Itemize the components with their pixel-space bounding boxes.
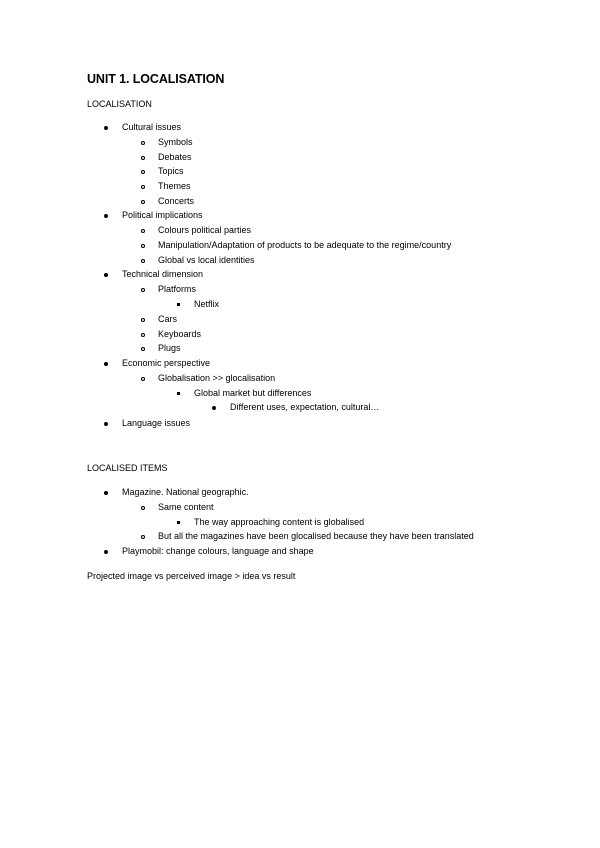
bullet-square (177, 303, 180, 306)
bullet-circle (141, 200, 145, 204)
list-item: Platforms (158, 284, 197, 294)
bullet-circle (141, 318, 145, 322)
list-item: Manipulation/Adaptation of products to be adequate to the regime/country (158, 240, 452, 250)
bullet-dot (104, 362, 108, 366)
bullet-dot (104, 126, 108, 130)
list-item: Cultural issues (122, 122, 182, 132)
bullet-circle (141, 347, 145, 351)
bullet-dot (212, 406, 216, 410)
bullet-circle (141, 333, 145, 337)
bullet-circle (141, 244, 145, 248)
bullet-dot (104, 491, 108, 495)
section-heading-localised-items: LOCALISED ITEMS (87, 463, 168, 473)
list-item: Same content (158, 502, 214, 512)
list-item: But all the magazines have been glocalised because they have been translated (158, 531, 474, 541)
list-item: Global vs local identities (158, 255, 255, 265)
list-item: Plugs (158, 343, 181, 353)
bullet-dot (104, 422, 108, 426)
bullet-circle (141, 259, 145, 263)
list-item: Playmobil: change colours, language and shape (122, 546, 314, 556)
list-item: Language issues (122, 418, 191, 428)
bullet-square (177, 521, 180, 524)
list-item: Colours political parties (158, 225, 252, 235)
bullet-dot (104, 273, 108, 277)
list-item: Concerts (158, 196, 195, 206)
list-item: Debates (158, 152, 192, 162)
bullet-circle (141, 141, 145, 145)
closing-paragraph: Projected image vs perceived image > idea vs result (87, 571, 296, 581)
bullet-circle (141, 156, 145, 160)
bullet-circle (141, 229, 145, 233)
page-title: UNIT 1. LOCALISATION (87, 72, 225, 86)
list-item: Economic perspective (122, 358, 211, 368)
bullet-circle (141, 170, 145, 174)
bullet-circle (141, 288, 145, 292)
bullet-circle (141, 506, 145, 510)
bullet-circle (141, 535, 145, 539)
list-item: Different uses, expectation, cultural… (230, 402, 380, 412)
list-item: Global market but differences (194, 388, 312, 398)
list-item: Keyboards (158, 329, 202, 339)
list-item: Magazine. National geographic. (122, 487, 249, 497)
list-item: The way approaching content is globalised (194, 517, 365, 527)
list-item: Technical dimension (122, 269, 204, 279)
list-item: Political implications (122, 210, 203, 220)
list-item: Globalisation >> glocalisation (158, 373, 276, 383)
list-item: Cars (158, 314, 178, 324)
bullet-circle (141, 185, 145, 189)
list-item: Topics (158, 166, 184, 176)
list-item: Symbols (158, 137, 193, 147)
list-item: Themes (158, 181, 191, 191)
list-item: Netflix (194, 299, 220, 309)
bullet-dot (104, 550, 108, 554)
bullet-square (177, 392, 180, 395)
bullet-dot (104, 214, 108, 218)
bullet-circle (141, 377, 145, 381)
section-heading-localisation: LOCALISATION (87, 99, 152, 109)
